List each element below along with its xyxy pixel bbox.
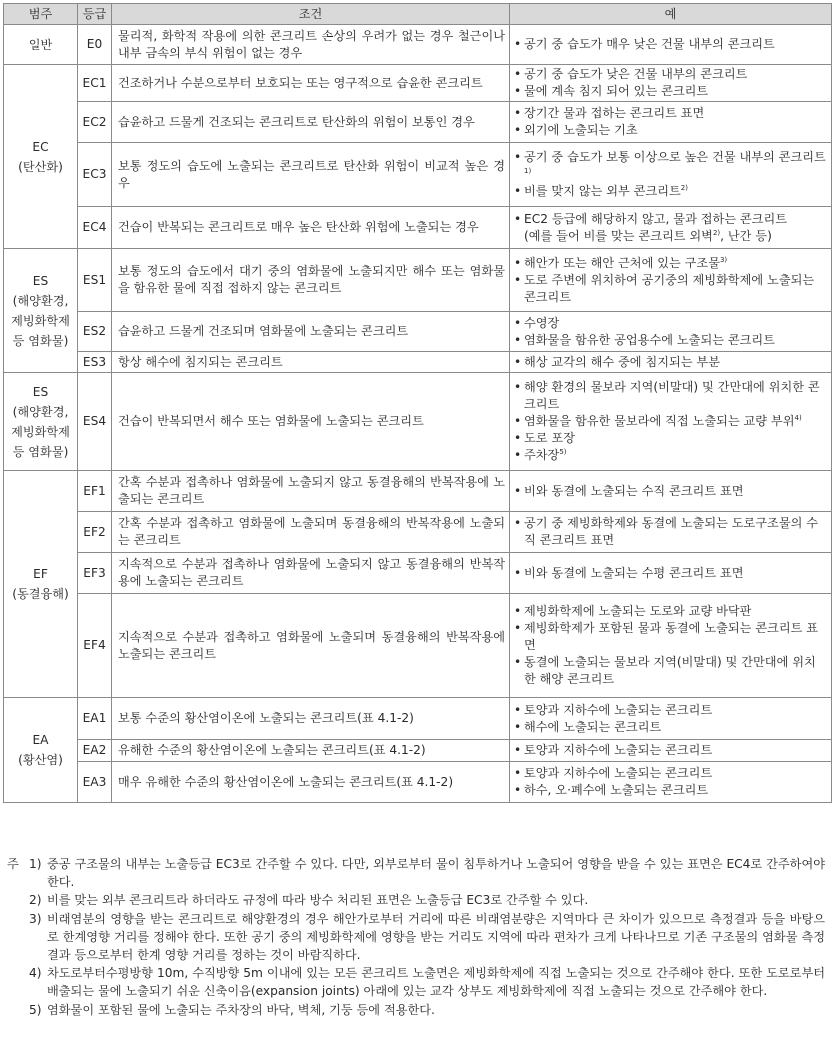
exposure-class-table	[3, 3, 832, 803]
condition-cell: 보통 정도의 습도에서 대기 중의 염화물에 노출되지만 해수 또는 염화물을 함유한 물에 직접 접하지 않는 콘크리트	[112, 249, 510, 312]
bullet-icon: •	[514, 315, 522, 330]
example-cell	[510, 102, 832, 143]
footnote-prefix	[3, 910, 29, 965]
footnote-number: 5)	[29, 1002, 42, 1017]
example-item	[514, 620, 827, 654]
example-item	[514, 765, 827, 782]
table-row	[4, 594, 832, 698]
header-grade: 등급	[78, 4, 112, 25]
example-item	[514, 122, 827, 139]
example-item	[514, 483, 827, 500]
footnote-ref: 4)	[794, 413, 802, 422]
footnote-number: 2)	[29, 893, 42, 908]
footnote-number: 4)	[29, 966, 42, 981]
bullet-icon: •	[514, 431, 522, 445]
table-row	[4, 25, 832, 65]
example-text: 비를 맞지 않는 외부 콘크리트$^{2)}$	[524, 183, 688, 198]
example-cell	[510, 25, 832, 65]
grade-cell: EF2	[78, 512, 112, 553]
header-category: 범주	[4, 4, 78, 25]
example-text: 동결에 노출되는 물보라 지역(비말대) 및 간만대에 위치한 해양 콘크리트	[524, 655, 816, 686]
example-item	[514, 379, 827, 413]
table-row	[4, 698, 832, 740]
footnote-ref: 2)	[680, 183, 688, 192]
footnote-ref: 1)	[524, 166, 532, 175]
example-text: 주차장$^{5)}$	[524, 447, 567, 462]
grade-cell: EC1	[78, 65, 112, 102]
bullet-icon: •	[514, 448, 522, 462]
example-cell	[510, 249, 832, 312]
example-text: 도로 주변에 위치하여 공기중의 제빙화학제에 노출되는 콘크리트	[524, 272, 815, 304]
bullet-icon: •	[514, 621, 522, 635]
table-header-row	[4, 4, 832, 25]
grade-cell: EF3	[78, 553, 112, 594]
grade-cell: ES4	[78, 373, 112, 471]
grade-cell: EC4	[78, 207, 112, 249]
example-item	[514, 105, 827, 122]
grade-cell: EF1	[78, 471, 112, 512]
table-row	[4, 740, 832, 762]
condition-cell: 보통 수준의 황산염이온에 노출되는 콘크리트(표 4.1-2)	[112, 698, 510, 740]
bullet-icon: •	[514, 483, 522, 498]
table-row	[4, 352, 832, 373]
example-item	[514, 354, 827, 371]
example-item	[514, 654, 827, 688]
condition-cell: 보통 정도의 습도에 노출되는 콘크리트로 탄산화 위험이 비교적 높은 경우	[112, 143, 510, 207]
example-text: 장기간 물과 접하는 콘크리트 표면	[524, 106, 705, 120]
condition-cell: 습윤하고 드물게 건조되는 콘크리트로 탄산화의 위험이 보통인 경우	[112, 102, 510, 143]
example-item	[514, 719, 827, 736]
footnote-text: 차도로부터수평방향 10m, 수직방향 5m 이내에 있는 모든 콘크리트 노출면은 제빙화학제에 직접 노출되는 것으로 간주해야 한다. 또한 도로로부터 배출되는 물에 노출되기 쉬운 신축이음(expansion joints) 아래에 있는 교각 상부도 제빙화학제에 직접 노출되는 것으로 간주해야 한다.	[47, 966, 825, 999]
condition-cell: 건조하거나 수분으로부터 보호되는 또는 영구적으로 습윤한 콘크리트	[112, 65, 510, 102]
bullet-icon: •	[514, 414, 522, 428]
category-cell: EC (탄산화)	[4, 65, 78, 249]
grade-cell: EC3	[78, 143, 112, 207]
condition-cell: 지속적으로 수분과 접촉하고 염화물에 노출되며 동결융해의 반복작용에 노출되는 콘크리트	[112, 594, 510, 698]
footnote-prefix	[3, 891, 29, 909]
footnote	[3, 964, 829, 1000]
bullet-icon: •	[514, 84, 522, 98]
bullet-icon: •	[514, 255, 522, 270]
example-item	[514, 255, 827, 272]
bullet-icon: •	[514, 743, 522, 757]
table-row	[4, 65, 832, 102]
bullet-icon: •	[514, 655, 522, 669]
bullet-icon: •	[514, 106, 522, 120]
footnote-ref: 2)	[712, 228, 721, 237]
table-row	[4, 143, 832, 207]
example-text: 염화물을 함유한 물보라에 직접 노출되는 교량 부위$^{4)}$	[524, 413, 802, 428]
condition-cell: 건습이 반복되는 콘크리트로 매우 높은 탄산화 위험에 노출되는 경우	[112, 207, 510, 249]
example-item	[514, 565, 827, 582]
example-text: 제빙화학제에 노출되는 도로와 교량 바닥판	[524, 604, 752, 618]
category-cell: EA (황산염)	[4, 698, 78, 803]
condition-cell: 지속적으로 수분과 접촉하나 염화물에 노출되지 않고 동결융해의 반복작용에 노출되는 콘크리트	[112, 553, 510, 594]
bullet-icon: •	[514, 211, 522, 226]
example-item	[514, 228, 827, 245]
example-text: 염화물을 함유한 공업용수에 노출되는 콘크리트	[524, 332, 775, 347]
example-item	[514, 272, 827, 306]
example-text: 해상 교각의 해수 중에 침지되는 부분	[524, 354, 720, 369]
example-cell	[510, 762, 832, 803]
bullet-icon: •	[514, 719, 522, 734]
example-text: (예를 들어 비를 맞는 콘크리트 외벽$^{2)}$, 난간 등)	[524, 228, 772, 243]
example-text: 토양과 지하수에 노출되는 콘크리트	[524, 702, 713, 717]
bullet-icon: •	[514, 565, 522, 580]
bullet-icon: •	[514, 604, 522, 618]
example-item	[514, 211, 827, 228]
bullet-icon: •	[514, 354, 522, 369]
condition-cell: 유해한 수준의 황산염이온에 노출되는 콘크리트(표 4.1-2)	[112, 740, 510, 762]
bullet-icon: •	[514, 783, 522, 797]
example-item	[514, 742, 827, 759]
example-item	[514, 83, 827, 100]
table-row	[4, 512, 832, 553]
table-row	[4, 553, 832, 594]
example-text: 비와 동결에 노출되는 수평 콘크리트 표면	[524, 565, 744, 580]
example-cell	[510, 143, 832, 207]
example-item	[514, 66, 827, 83]
example-item	[514, 315, 827, 332]
table-row	[4, 207, 832, 249]
condition-cell: 물리적, 화학적 작용에 의한 콘크리트 손상의 우려가 없는 경우 철근이나 내부 금속의 부식 위험이 없는 경우	[112, 25, 510, 65]
example-cell	[510, 594, 832, 698]
example-text: 비와 동결에 노출되는 수직 콘크리트 표면	[524, 483, 744, 498]
footnote-text: 비를 맞는 외부 콘크리트라 하더라도 규정에 따라 방수 처리된 표면은 노출등급 EC3로 간주할 수 있다.	[47, 893, 589, 908]
footnote	[3, 855, 829, 891]
grade-cell: ES3	[78, 352, 112, 373]
example-text: 공기 중 제빙화학제와 동결에 노출되는 도로구조물의 수직 콘크리트 표면	[524, 516, 819, 547]
bullet-icon: •	[514, 37, 522, 51]
example-item	[514, 413, 827, 430]
grade-cell: EC2	[78, 102, 112, 143]
grade-cell: EA1	[78, 698, 112, 740]
grade-cell: EA3	[78, 762, 112, 803]
example-item	[514, 515, 827, 549]
bullet-icon: •	[514, 702, 522, 717]
example-text: 토양과 지하수에 노출되는 콘크리트	[524, 766, 713, 780]
bullet-icon	[514, 228, 524, 245]
example-item	[514, 332, 827, 349]
example-item	[514, 430, 827, 447]
table-row	[4, 102, 832, 143]
example-text: 도로 포장	[524, 431, 575, 445]
example-text: 공기 중 습도가 보통 이상으로 높은 건물 내부의 콘크리트$^{1)}$	[524, 150, 826, 175]
footnote-number: 1)	[29, 857, 42, 871]
footnote-prefix	[3, 1001, 29, 1019]
bullet-icon: •	[514, 67, 522, 81]
example-text: 해수에 노출되는 콘크리트	[524, 719, 662, 734]
grade-cell: E0	[78, 25, 112, 65]
footnote-text: 염화물이 포함된 물에 노출되는 주차장의 바닥, 벽체, 기둥 등에 적용한다.	[47, 1002, 435, 1017]
example-text: 공기 중 습도가 매우 낮은 건물 내부의 콘크리트	[524, 37, 775, 51]
example-text: 해안가 또는 해안 근처에 있는 구조물$^{3)}$	[524, 255, 728, 270]
example-item	[514, 702, 827, 719]
bullet-icon: •	[514, 766, 522, 780]
footnote-prefix	[3, 964, 29, 1000]
example-cell	[510, 373, 832, 471]
footnote-prefix: 주	[7, 857, 19, 871]
table-row	[4, 471, 832, 512]
table-row	[4, 762, 832, 803]
example-cell	[510, 312, 832, 352]
grade-cell: ES2	[78, 312, 112, 352]
example-item	[514, 782, 827, 799]
footnote-ref: 5)	[559, 447, 567, 456]
grade-cell: EF4	[78, 594, 112, 698]
condition-cell: 간혹 수분과 접촉하고 염화물에 노출되며 동결융해의 반복작용에 노출되는 콘크리트	[112, 512, 510, 553]
example-text: 하수, 오·폐수에 노출되는 콘크리트	[524, 783, 709, 797]
table-row	[4, 373, 832, 471]
category-cell: ES (해양환경, 제빙화학제 등 염화물)	[4, 249, 78, 373]
example-cell	[510, 207, 832, 249]
example-cell	[510, 553, 832, 594]
footnote-text: 중공 구조물의 내부는 노출등급 EC3로 간주할 수 있다. 다만, 외부로부터 물이 침투하거나 노출되어 영향을 받을 수 있는 표면은 EC4로 간주하여야 한다.	[47, 857, 825, 890]
example-cell	[510, 740, 832, 762]
bullet-icon: •	[514, 272, 522, 287]
category-cell: EF (동결융해)	[4, 471, 78, 698]
example-item	[514, 447, 827, 464]
bullet-icon: •	[514, 380, 522, 394]
example-text: 제빙화학제가 포함된 물과 동결에 노출되는 콘크리트 표면	[524, 621, 819, 652]
example-text: 외기에 노출되는 기초	[524, 123, 638, 137]
condition-cell: 건습이 반복되면서 해수 또는 염화물에 노출되는 콘크리트	[112, 373, 510, 471]
header-condition: 조건	[112, 4, 510, 25]
example-text: 공기 중 습도가 낮은 건물 내부의 콘크리트	[524, 67, 748, 81]
bullet-icon: •	[514, 332, 522, 347]
bullet-icon: •	[514, 123, 522, 137]
example-item	[514, 603, 827, 620]
example-item	[514, 149, 827, 183]
grade-cell: EA2	[78, 740, 112, 762]
example-item	[514, 183, 827, 200]
condition-cell: 매우 유해한 수준의 황산염이온에 노출되는 콘크리트(표 4.1-2)	[112, 762, 510, 803]
bullet-icon: •	[514, 516, 522, 530]
condition-cell: 습윤하고 드물게 건조되며 염화물에 노출되는 콘크리트	[112, 312, 510, 352]
example-text: EC2 등급에 해당하지 않고, 물과 접하는 콘크리트	[524, 211, 787, 226]
example-cell	[510, 512, 832, 553]
bullet-icon: •	[514, 150, 522, 164]
header-example: 예	[510, 4, 832, 25]
category-cell: 일반	[4, 25, 78, 65]
bullet-icon: •	[514, 184, 522, 198]
footnote-ref: 3)	[719, 255, 728, 264]
footnote	[3, 891, 829, 909]
example-cell	[510, 352, 832, 373]
example-text: 토양과 지하수에 노출되는 콘크리트	[524, 743, 713, 757]
table-row	[4, 249, 832, 312]
example-text: 물에 계속 침지 되어 있는 콘크리트	[524, 84, 709, 98]
footnotes	[3, 855, 829, 1019]
example-text: 수영장	[524, 315, 560, 330]
condition-cell: 간혹 수분과 접촉하나 염화물에 노출되지 않고 동결융해의 반복작용에 노출되는 콘크리트	[112, 471, 510, 512]
category-cell: ES (해양환경, 제빙화학제 등 염화물)	[4, 373, 78, 471]
grade-cell: ES1	[78, 249, 112, 312]
example-cell	[510, 471, 832, 512]
example-cell	[510, 698, 832, 740]
footnote-text: 비래염분의 영향을 받는 콘크리트로 해양환경의 경우 해안가로부터 거리에 따른 비래염분량은 지역마다 큰 차이가 있으므로 측정결과 등을 바탕으로 한계영향 거리를 정해야 한다. 또한 공기 중의 제빙화학제에 영향을 받는 거리도 지역에 따라 편차가 크게 나타나므로 기존 구조물의 염화물 측정결과 등으로부터 한계 영향 거리를 정하는 것이 바람직하다.	[47, 911, 825, 963]
example-text: 해양 환경의 물보라 지역(비말대) 및 간만대에 위치한 콘크리트	[524, 380, 820, 411]
example-item	[514, 36, 827, 53]
footnote	[3, 910, 829, 965]
example-cell	[510, 65, 832, 102]
footnote	[3, 1001, 829, 1019]
footnote-number: 3)	[29, 911, 42, 926]
condition-cell: 항상 해수에 침지되는 콘크리트	[112, 352, 510, 373]
table-row	[4, 312, 832, 352]
